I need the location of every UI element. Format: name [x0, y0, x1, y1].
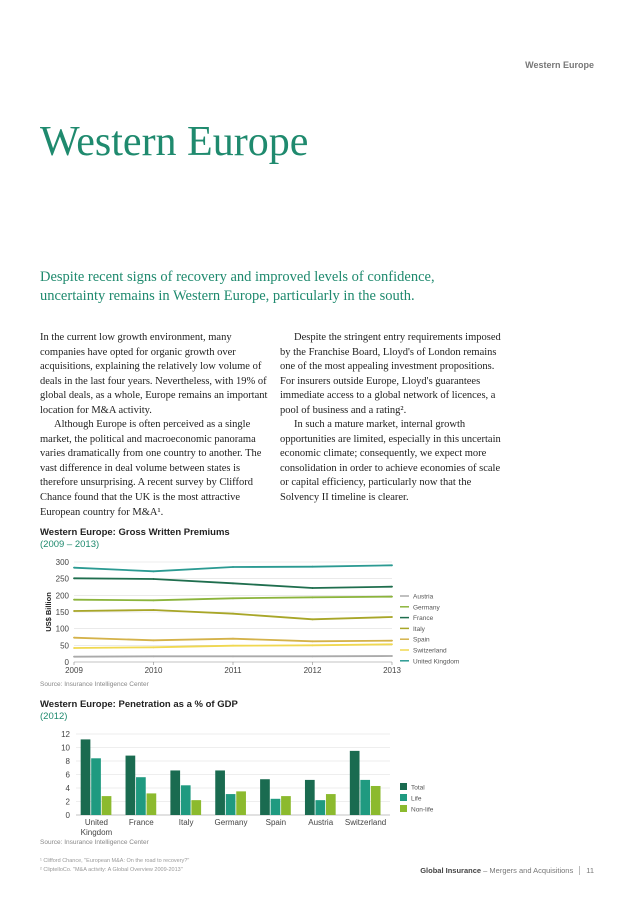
data-point: [232, 655, 234, 657]
y-tick-label: 0: [65, 811, 70, 820]
x-tick-label: 2011: [224, 666, 242, 675]
data-point: [391, 586, 393, 588]
bar: [281, 796, 291, 815]
data-point: [312, 618, 314, 620]
x-tick-label: France: [128, 818, 154, 827]
legend-label: Germany: [413, 604, 440, 612]
intro-paragraph: Despite recent signs of recovery and improved levels of confidence, uncertainty remains in Western Europe, particularly in the south.: [40, 269, 435, 304]
data-point: [232, 566, 234, 568]
bar: [226, 794, 236, 815]
data-point: [73, 656, 75, 658]
line-chart-subtitle: (2009 – 2013): [40, 539, 100, 550]
data-point: [153, 578, 155, 580]
bar: [81, 739, 91, 815]
header-section-label: Western Europe: [525, 60, 594, 70]
data-point: [73, 637, 75, 639]
x-tick-label: Switzerland: [344, 818, 387, 827]
data-point: [391, 655, 393, 657]
legend-label: France: [413, 615, 434, 623]
data-point: [391, 640, 393, 642]
data-point: [73, 610, 75, 612]
bar: [126, 756, 136, 815]
data-point: [73, 647, 75, 649]
bar: [326, 794, 336, 815]
data-point: [73, 567, 75, 569]
line-chart: [0, 550, 638, 680]
footnote-2: ² CliptelloCo. "M&A activity: A Global Overview 2009-2013": [40, 867, 183, 873]
data-point: [153, 655, 155, 657]
data-point: [312, 587, 314, 589]
x-tick-label: Germany: [214, 818, 248, 827]
data-point: [153, 609, 155, 611]
data-point: [232, 645, 234, 647]
y-tick-label: 300: [55, 558, 69, 567]
legend-label: Switzerland: [413, 647, 447, 655]
data-point: [73, 599, 75, 601]
bar: [305, 780, 315, 815]
data-point: [232, 582, 234, 584]
y-axis-label: US$ Billion: [44, 592, 53, 632]
line-chart-title: Western Europe: Gross Written Premiums: [40, 527, 230, 538]
bar: [371, 786, 381, 815]
x-tick-label: Spain: [265, 818, 287, 827]
x-tick-label: Italy: [178, 818, 194, 827]
body-paragraph: In the current low growth environment, many companies have opted for organic growth over acquisitions, explaining the relatively low volume of deals in the last four years. Nevertheless, with 19% of global deals, as a whole, Europe remains an important location for M&A activity.: [40, 332, 268, 416]
bar: [91, 758, 101, 815]
x-tick-label: 2013: [383, 666, 401, 675]
legend-label: Austria: [413, 593, 434, 601]
y-tick-label: 250: [55, 574, 69, 584]
body-paragraph: Despite the stringent entry requirements imposed by the Franchise Board, Lloyd's of London remains one of the most appealing investment propositions. For insurers outside Europe, Lloyd's guarantees immediate access to a global network of licences, a pool of business and a rating².: [280, 332, 501, 416]
y-tick-label: 50: [60, 641, 69, 651]
y-tick-label: 6: [65, 770, 70, 780]
x-tick-label: Kingdom: [80, 828, 113, 837]
legend-label: Non-life: [411, 806, 434, 814]
bar-chart-source: Source: Insurance Intelligence Center: [40, 839, 149, 846]
data-point: [312, 596, 314, 598]
y-tick-label: 4: [65, 784, 70, 793]
x-tick-label: 2010: [144, 666, 163, 675]
body-column-2: [280, 331, 506, 506]
bar: [271, 799, 281, 815]
bar-chart-title: Western Europe: Penetration as a % of GDP: [40, 699, 238, 710]
y-tick-label: 2: [65, 797, 70, 807]
bar-chart: [0, 722, 638, 844]
body-column-1: [40, 331, 268, 520]
footer-publication: Global Insurance: [420, 866, 482, 875]
data-point: [232, 638, 234, 640]
y-tick-label: 150: [55, 608, 69, 617]
bar: [147, 793, 157, 815]
legend-swatch: [400, 783, 407, 790]
footnote-1: ¹ Clifford Chance, "European M&A: On the road to recovery?": [40, 858, 190, 864]
bar: [315, 800, 325, 815]
data-point: [153, 599, 155, 601]
y-tick-label: 8: [65, 757, 70, 766]
data-point: [391, 564, 393, 566]
line-chart-source: Source: Insurance Intelligence Center: [40, 681, 149, 688]
body-paragraph: In such a mature market, internal growth opportunities are limited, especially in this uncertain economic climate; consequently, we expect more consolidation in order to achieve economies of scale or capital efficiency, particularly now that the Solvency II timeline is clearer.: [280, 419, 501, 504]
data-point: [391, 616, 393, 618]
bar: [170, 770, 180, 815]
body-paragraph: Although Europe is often perceived as a single market, the political and macroeconomic panorama varies dramatically from one country to another. The vast difference in deal volume between states is therefore unsurprising. A recent survey by Clifford Chance found that the UK is the most attractive European country for M&A¹.: [40, 419, 262, 518]
data-point: [232, 613, 234, 615]
series-line: [74, 610, 392, 619]
legend-label: Spain: [413, 636, 430, 644]
bar: [136, 777, 146, 815]
y-tick-label: 10: [61, 743, 70, 753]
bar: [102, 796, 112, 815]
page-number: 11: [579, 866, 594, 875]
data-point: [312, 640, 314, 642]
data-point: [391, 643, 393, 645]
x-tick-label: United: [84, 818, 108, 827]
y-tick-label: 100: [55, 624, 69, 634]
page-footer: [420, 866, 594, 875]
data-point: [312, 566, 314, 568]
bar: [191, 800, 201, 815]
data-point: [153, 646, 155, 648]
y-tick-label: 12: [61, 730, 70, 739]
x-tick-label: 2012: [303, 666, 322, 675]
bar: [350, 751, 360, 815]
y-tick-label: 0: [64, 658, 69, 667]
bar: [360, 780, 370, 815]
legend-label: Life: [411, 795, 422, 803]
bar-chart-subtitle: (2012): [40, 711, 68, 722]
x-tick-label: 2009: [65, 666, 83, 675]
x-tick-label: Austria: [308, 818, 334, 827]
legend-swatch: [400, 805, 407, 812]
bar: [181, 785, 191, 815]
data-point: [153, 570, 155, 572]
page-title: Western Europe: [40, 119, 309, 165]
y-tick-label: 200: [55, 591, 69, 601]
data-point: [312, 655, 314, 657]
legend-label: Italy: [413, 625, 425, 633]
legend-label: United Kingdom: [413, 658, 460, 666]
legend-swatch: [400, 794, 407, 801]
legend-label: Total: [411, 784, 425, 792]
footer-subtitle: Mergers and Acquisitions: [489, 866, 574, 875]
data-point: [391, 596, 393, 598]
footer-separator: –: [481, 866, 490, 875]
data-point: [312, 644, 314, 646]
bar: [215, 770, 225, 815]
data-point: [232, 597, 234, 599]
bar: [236, 791, 246, 815]
bar: [260, 779, 270, 815]
data-point: [73, 577, 75, 579]
data-point: [153, 639, 155, 641]
